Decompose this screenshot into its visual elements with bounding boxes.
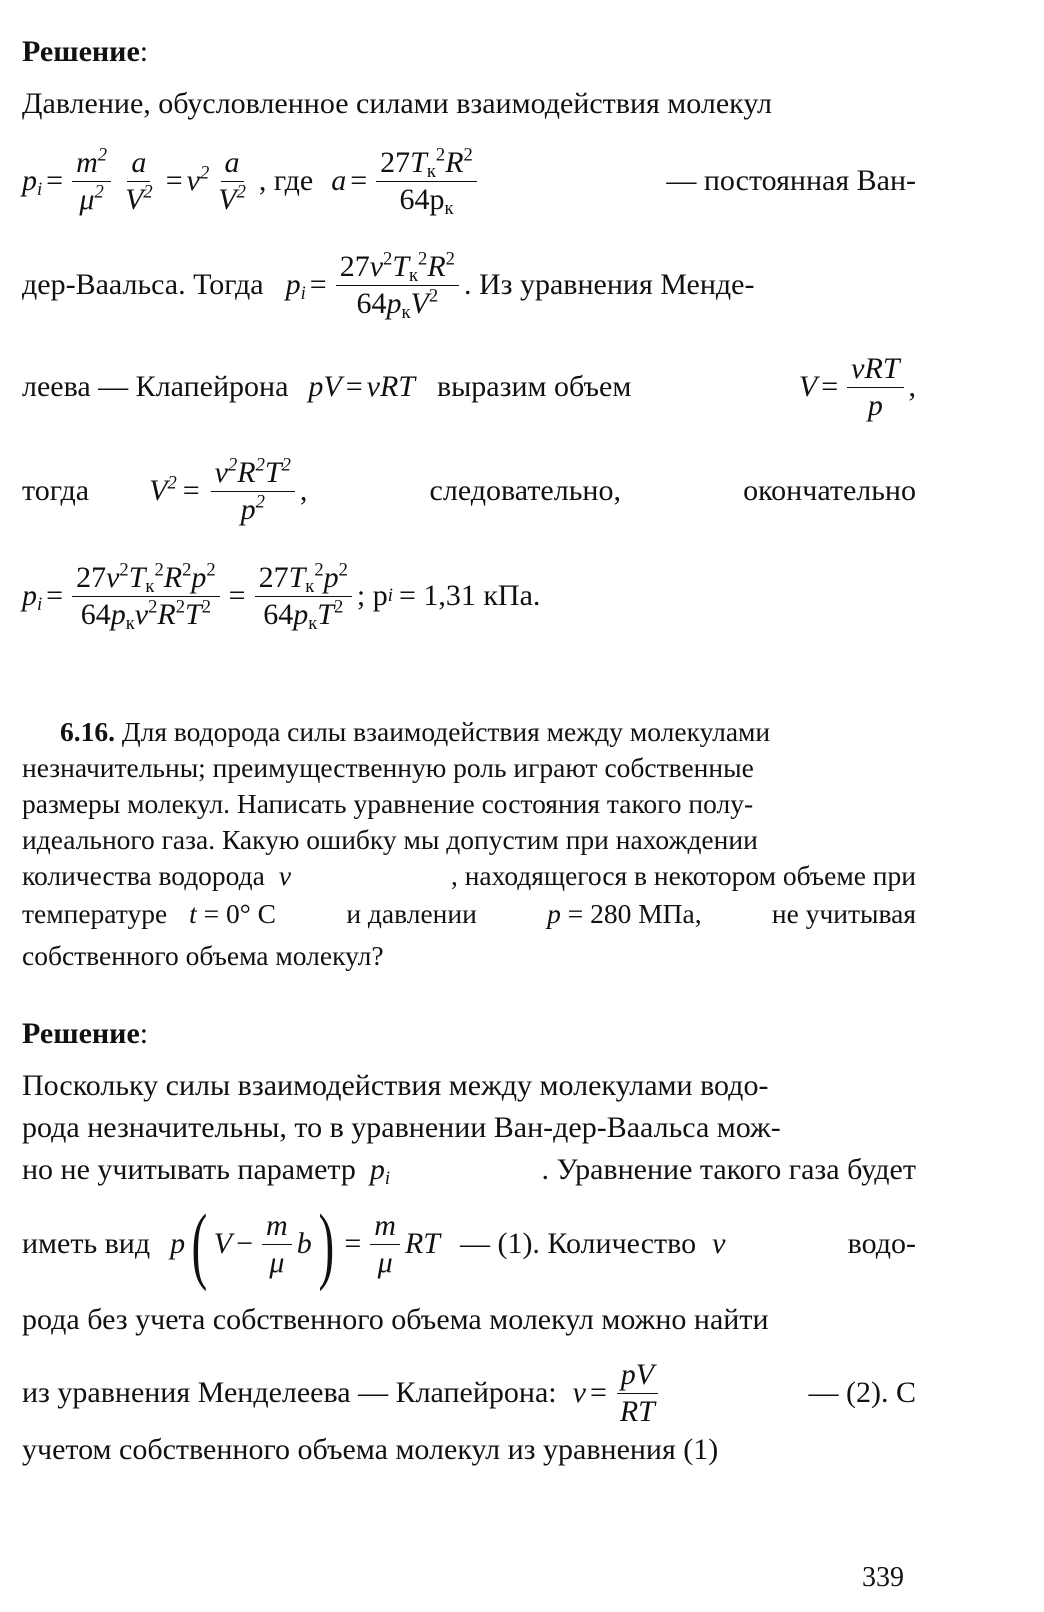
text-line: Поскольку силы взаимодействия между молекулами водо- bbox=[22, 1069, 769, 1102]
text-line: но не учитывать параметр $p_i$ . Уравнение такого газа будет bbox=[22, 1153, 916, 1190]
formula-line-eq2: из уравнения Менделеева — Клапейрона: ν = $\frac{pV}{RT}$ — (2). С bbox=[22, 1358, 916, 1428]
text-line: рода незначительны, то в уравнении Ван-дер-Ваальса мож- bbox=[22, 1111, 781, 1144]
problem-line: идеального газа. Какую ошибку мы допустим при нахождении bbox=[22, 824, 758, 855]
text-line: учетом собственного объема молекул из уравнения (1) bbox=[22, 1433, 719, 1466]
text-line: Давление, обусловленное силами взаимодействия молекул bbox=[22, 87, 772, 120]
formula-line-eq1: иметь вид p ( V − $\frac{m}{\mu}$ b ) = $\frac{m}{\mu}$ RT — (1). Количество ν водо- bbox=[22, 1196, 916, 1292]
formula-pi: $p_i$ bbox=[22, 164, 43, 201]
problem-line: количества водорода ν , находящегося в некотором объеме при bbox=[22, 860, 916, 891]
problem-line: 6.16. Для водорода силы взаимодействия между молекулами bbox=[60, 716, 771, 747]
text-line: рода без учета собственного объема молекул можно найти bbox=[22, 1303, 769, 1336]
problem-line: незначительны; преимущественную роль играют собственные bbox=[22, 752, 754, 783]
problem-line: собственного объема молекул? bbox=[22, 940, 384, 971]
problem-line: размеры молекул. Написать уравнение состояния такого полу- bbox=[22, 788, 754, 819]
solution-heading: Решение: bbox=[22, 1017, 149, 1050]
page-number: 339 bbox=[862, 1562, 904, 1593]
formula-line-tohda: дер-Ваальса. Тогда $p_i$ = $\frac{27\nu^2T_к^2R^2}{64p_кV^2}$ . Из уравнения Менде- bbox=[22, 248, 755, 323]
formula-line-final: $p_i$ = $\frac{27\nu^2T_к^2R^2p^2}{64p_к\nu^2R^2T^2}$ = $\frac{27T_к^2p^2}{64p_кT^2}$ ; p i = 1,31 кПа. bbox=[22, 559, 541, 634]
problem-line: температуре t = 0° С и давлении p = 280 МПа, не учитывая bbox=[22, 898, 916, 929]
formula-line-pi: $p_i$ = $\frac{m^2}{\mu^2}$ $\frac{a}{V^2}$ = $\nu^2$ $\frac{a}{V^2}$ , где a = $\frac{27T_к^2R^2}{64p_к}$ — постоянная Ван- bbox=[22, 144, 916, 219]
formula-line-v2: тогда $V^2$ = $\frac{\nu^2R^2T^2}{p^2}$ , следовательно, окончательно bbox=[22, 454, 916, 526]
solution-heading: Решение: bbox=[22, 35, 149, 68]
formula-line-clapeyron: леева — Клапейрона pV = νRT выразим объем V = $\frac{\text{νRT}}{p}$ , bbox=[22, 352, 916, 422]
